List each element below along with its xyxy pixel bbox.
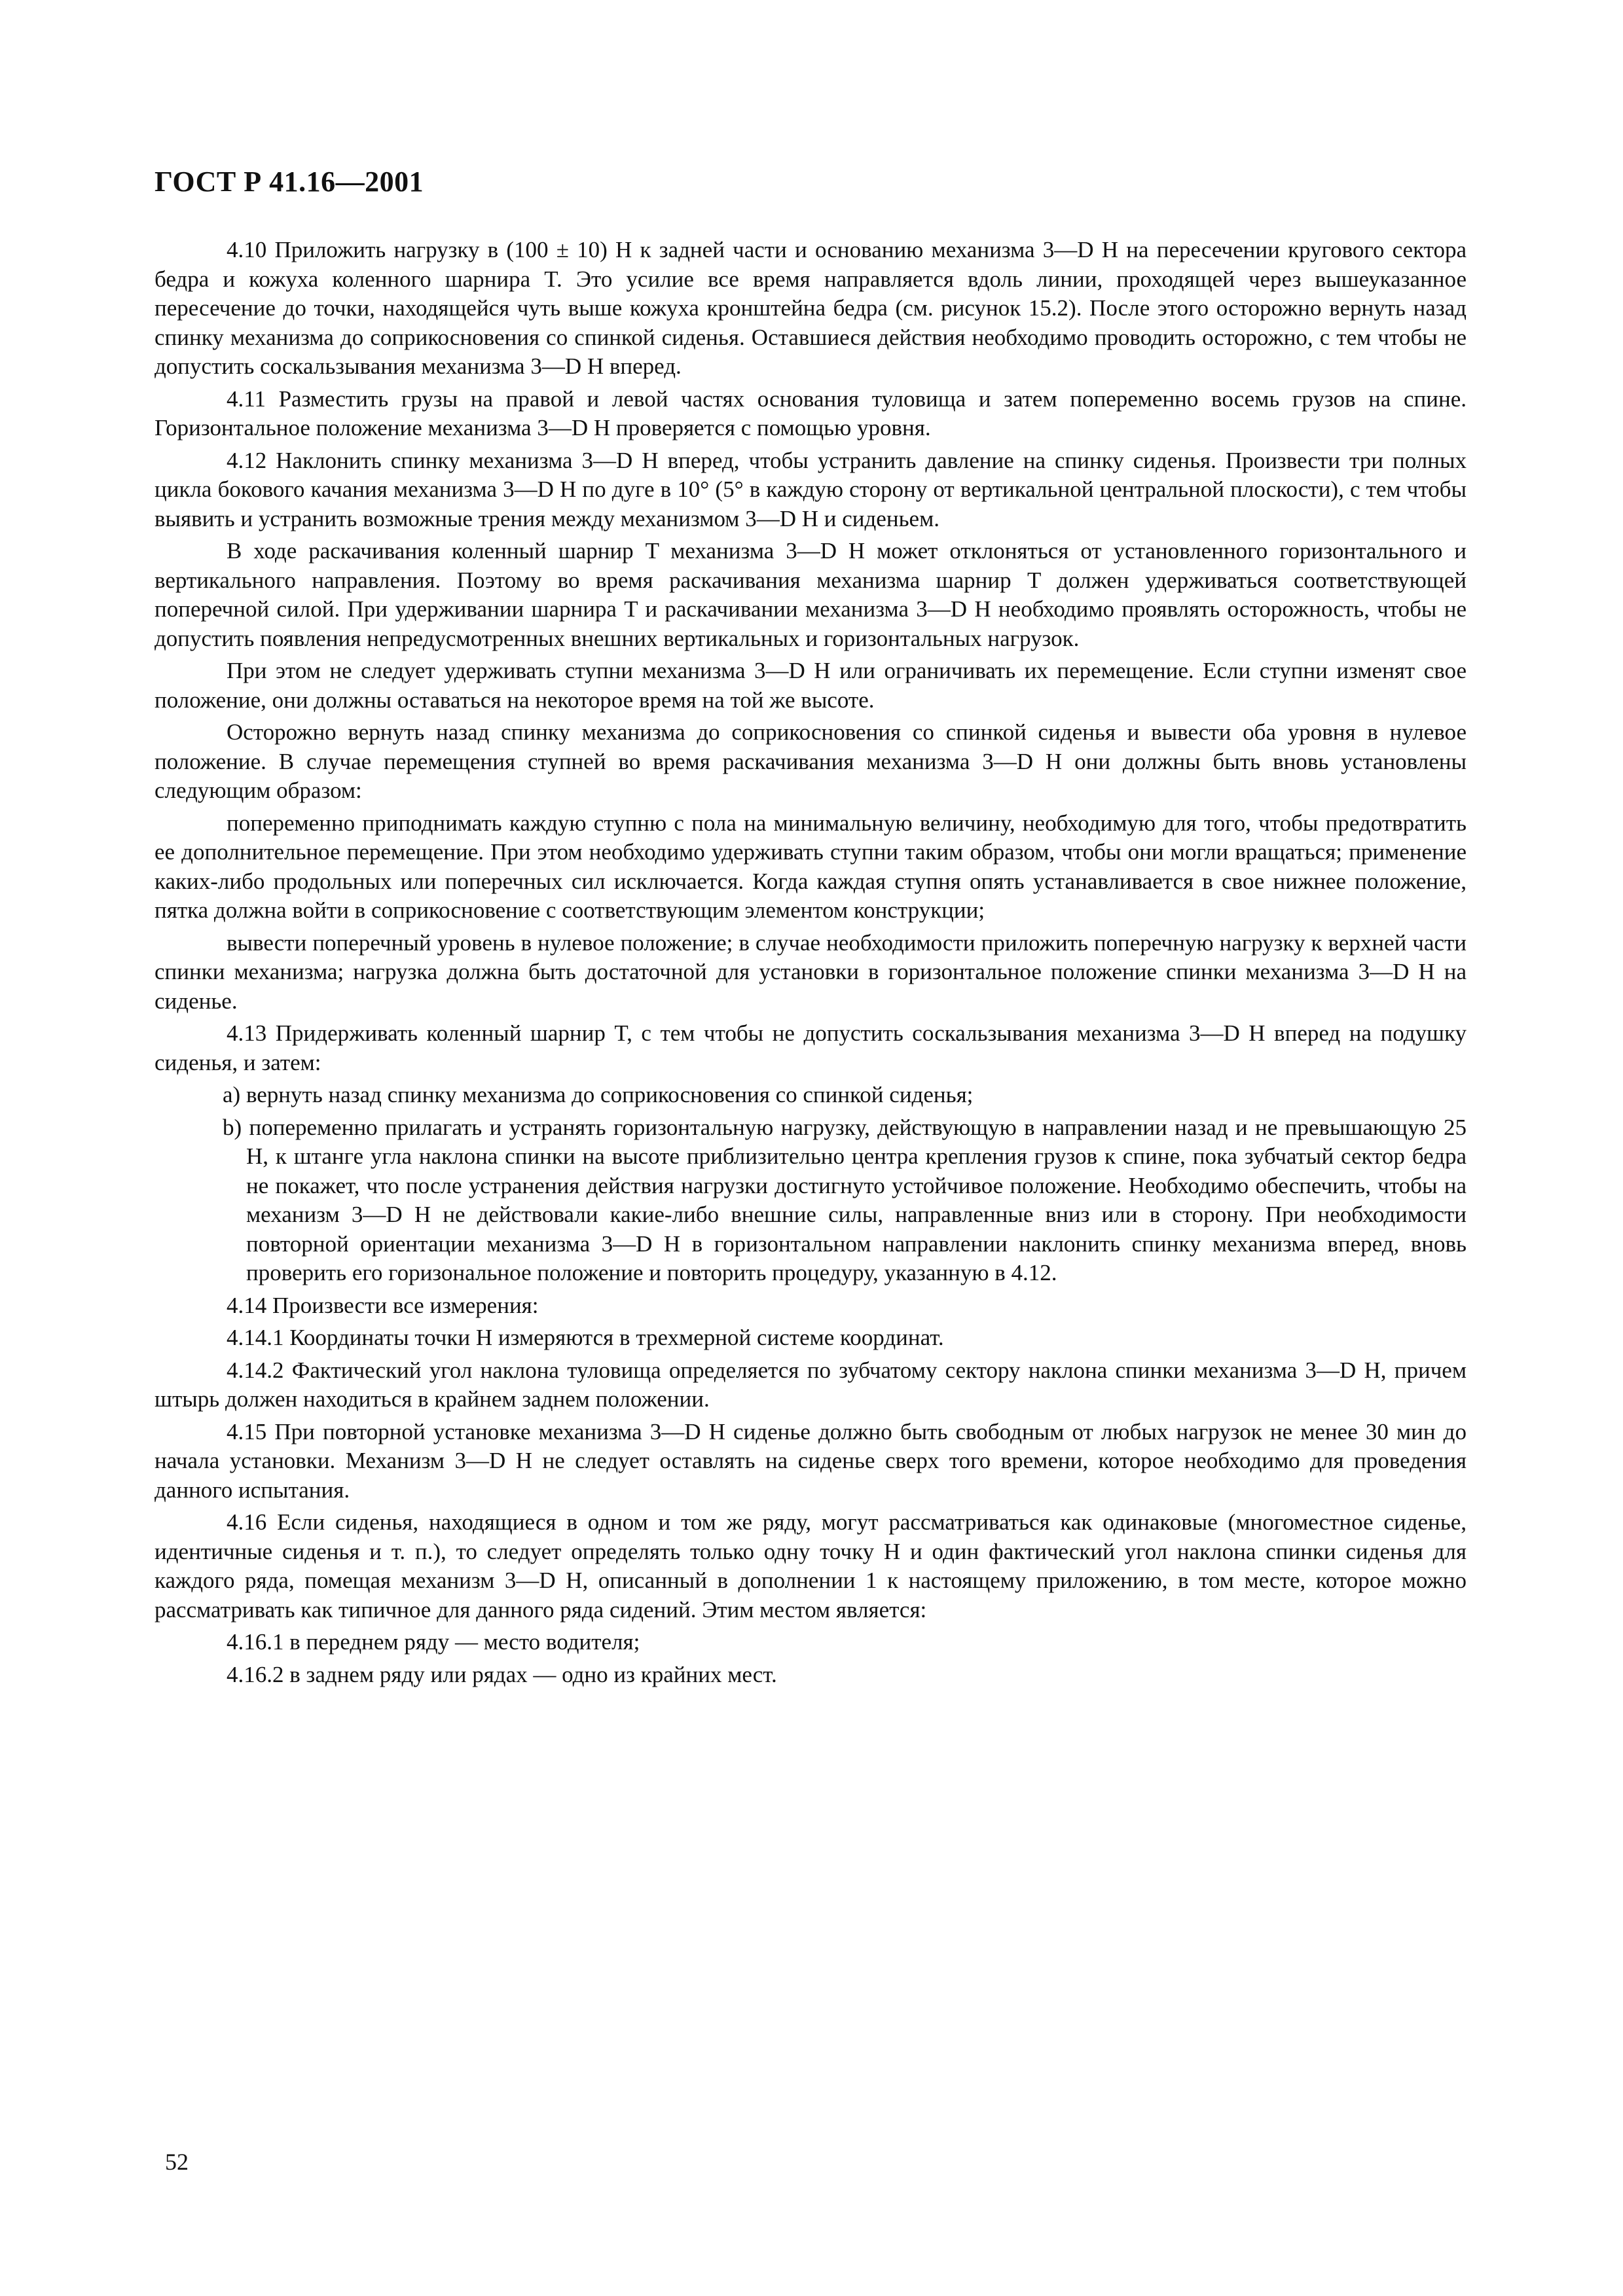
paragraph-swing-knee: В ходе раскачивания коленный шарнир T механизма 3—D H может отклоняться от установленного горизонтального и вертикального направления. Поэтому во время раскачивания механизма шарнир T должен удерживаться соответствующей поперечной силой. При удерживании шарнира T и раскачивании механизма 3—D H необходимо проявлять осторожность, чтобы не допустить появления непредусмотренных внешних вертикальных и горизонтальных нагрузок.: [155, 538, 1467, 651]
document-title: ГОСТ Р 41.16—2001: [155, 166, 424, 198]
list-item-b: b) попеременно прилагать и устранять горизонтальную нагрузку, действующую в направлении назад и не превышающую 25 Н, к штанге угла наклона спинки на высоте приблизительно центра крепления грузов к спине, пока зубчатый сектор бедра не покажет, что после устранения действия нагрузки достигнуто устойчивое положение. Необходимо обеспечить, чтобы на механизм 3—D H не действовали какие-либо внешние силы, направленные вниз или в сторону. При необходимости повторной ориентации механизма 3—D H в горизонтальном направлении наклонить спинку механизма вперед, вновь проверить его горизональное положение и повторить процедуру, указанную в 4.12.: [223, 1114, 1467, 1285]
paragraph-lateral-level: вывести поперечный уровень в нулевое положение; в случае необходимости приложить поперечную нагрузку к верхней части спинки механизма; нагрузка должна быть достаточной для установки в горизонтальное положение спинки механизма 3—D H на сиденье.: [155, 929, 1467, 1014]
paragraph-4-14-2: 4.14.2 Фактический угол наклона туловища определяется по зубчатому сектору наклона спинки механизма 3—D H, причем штырь должен находиться в крайнем заднем положении.: [155, 1357, 1467, 1412]
paragraph-4-15: 4.15 При повторной установке механизма 3—D H сиденье должно быть свободным от любых нагрузок не менее 30 мин до начала установки. Механизм 3—D H не следует оставлять на сиденье сверх того времени, которое необходимо для проведения данного испытания.: [155, 1418, 1467, 1503]
paragraph-lift-feet: попеременно приподнимать каждую ступню с пола на минимальную величину, необходимую для того, чтобы предотвратить ее дополнительное перемещение. При этом необходимо удерживать ступни таким образом, чтобы они могли вращаться; применение каких-либо продольных или поперечных сил исключается. Когда каждая ступня опять устанавливается в свое нижнее положение, пятка должна войти в соприкосновение с соответствующим элементом конструкции;: [155, 810, 1467, 923]
list-item-a: a) вернуть назад спинку механизма до соприкосновения со спинкой сиденья;: [223, 1082, 974, 1107]
paragraph-4-10: 4.10 Приложить нагрузку в (100 ± 10) Н к задней части и основанию механизма 3—D H на пересечении кругового сектора бедра и кожуха коленного шарнира T. Это усилие все время направляется вдоль линии, проходящей через вышеуказанное пересечение до точки, находящейся чуть выше кожуха кронштейна бедра (см. рисунок 15.2). После этого осторожно вернуть назад спинку механизма до соприкосновения со спинкой сиденья. Оставшиеся действия необходимо проводить осторожно, с тем чтобы не допустить соскальзывания механизма 3—D H вперед.: [155, 237, 1467, 379]
paragraph-4-16-1: 4.16.1 в переднем ряду — место водителя;: [227, 1629, 640, 1655]
page-number: 52: [165, 2149, 189, 2175]
paragraph-4-12: 4.12 Наклонить спинку механизма 3—D H вперед, чтобы устранить давление на спинку сиденья. Произвести три полных цикла бокового качания механизма 3—D H по дуге в 10° (5° в каждую сторону от вертикальной центральной плоскости), с тем чтобы выявить и устранить возможные трения между механизмом 3—D H и сиденьем.: [155, 447, 1467, 531]
paragraph-4-11: 4.11 Разместить грузы на правой и левой частях основания туловища и затем попеременно восемь грузов на спине. Горизонтальное положение механизма 3—D H проверяется с помощью уровня.: [155, 386, 1467, 440]
paragraph-4-14: 4.14 Произвести все измерения:: [227, 1292, 539, 1318]
document-body: [155, 236, 1467, 1693]
paragraph-4-16-2: 4.16.2 в заднем ряду или рядах — одно из крайних мест.: [227, 1661, 777, 1687]
paragraph-4-13: 4.13 Придерживать коленный шарнир T, с тем чтобы не допустить соскальзывания механизма 3—D H вперед на подушку сиденья, и затем:: [155, 1020, 1467, 1075]
paragraph-4-14-1: 4.14.1 Координаты точки H измеряются в трехмерной системе координат.: [227, 1325, 944, 1350]
paragraph-return-back: Осторожно вернуть назад спинку механизма до соприкосновения со спинкой сиденья и вывести оба уровня в нулевое положение. В случае перемещения ступней во время раскачивания механизма 3—D H они должны быть вновь установлены следующим образом:: [155, 719, 1467, 803]
paragraph-feet: При этом не следует удерживать ступни механизма 3—D H или ограничивать их перемещение. Если ступни изменят свое положение, они должны оставаться на некоторое время на той же высоте.: [155, 658, 1467, 713]
paragraph-4-16: 4.16 Если сиденья, находящиеся в одном и том же ряду, могут рассматриваться как одинаковые (многоместное сиденье, идентичные сиденья и т. п.), то следует определять только одну точку H и один фактический угол наклона спинки сиденья для каждого ряда, помещая механизм 3—D H, описанный в дополнении 1 к настоящему приложению, в том месте, которое можно рассматривать как типичное для данного ряда сидений. Этим местом является:: [155, 1509, 1467, 1623]
